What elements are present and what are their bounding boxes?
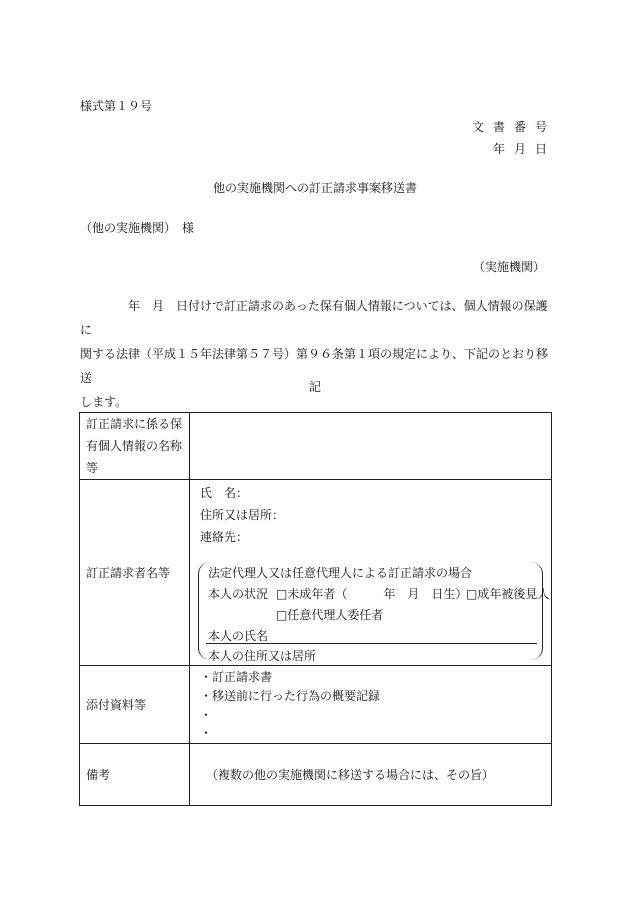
form-number: 様式第１９号 [80,99,153,113]
transfer-details-table [79,412,552,806]
attachments-label: 添付資料等 [80,666,190,744]
body-line-1: 年 月 日付けで訂正請求のあった保有個人情報については、個人情報の保護に [80,299,548,337]
attachment-item: ・訂正請求書 [200,670,273,684]
table-row [80,413,552,480]
body-text [80,294,552,414]
body-line-3: します。 [80,395,128,409]
body-line-2: 関する法律（平成１５年法律第５７号）第９６条第１項の規定により、下記のとおり移送 [80,347,549,385]
row1-label-line2: 有個人情報の名称 [86,439,183,453]
principal-name-field[interactable]: 本人の氏名 [208,629,269,643]
agent-mandator-checkbox[interactable]: □任意代理人委任者 [276,608,384,622]
remarks-text: （複数の他の実施機関に移送する場合には、その旨） [206,768,495,782]
sender-agency: （実施機関） [472,260,545,274]
table-row [80,480,552,666]
attachment-item[interactable]: ・ [200,726,213,740]
attachments-cell [190,666,552,744]
minor-checkbox[interactable]: □未成年者（ 年 月 日生） [276,587,468,601]
personal-info-name-label [80,413,190,480]
requester-label: 訂正請求者名等 [80,480,190,666]
requester-address-field[interactable]: 住所又は居所： [200,508,285,522]
table-row [80,666,552,744]
principal-name-underline [206,643,537,644]
addressee: （他の実施機関） 様 [80,221,195,235]
requester-cell [190,480,552,666]
remarks-label: 備考 [80,744,190,806]
ki-heading: 記 [308,380,321,394]
document-number-label: 文書番号 [472,120,557,134]
agent-request-header: 法定代理人又は任意代理人による訂正請求の場合 [208,566,473,580]
document-title: 他の実施機関への訂正請求事案移送書 [212,181,417,195]
requester-contact-field[interactable]: 連絡先： [200,530,249,544]
personal-info-name-cell[interactable] [190,413,552,480]
principal-status-label: 本人の状況 [208,587,269,601]
attachment-item: ・移送前に行った行為の概要記録 [200,689,381,703]
attachment-item[interactable]: ・ [200,708,213,722]
requester-name-field[interactable]: 氏 名： [200,486,249,500]
principal-address-field[interactable]: 本人の住所又は居所 [208,649,317,663]
adult-guardian-checkbox[interactable]: □成年被後見人 [466,587,550,601]
remarks-cell[interactable] [190,744,552,806]
row1-label-line1: 訂正請求に係る保 [86,417,183,431]
table-row [80,744,552,806]
date-label: 年月日 [493,142,557,156]
row1-label-line3: 等 [86,461,99,475]
